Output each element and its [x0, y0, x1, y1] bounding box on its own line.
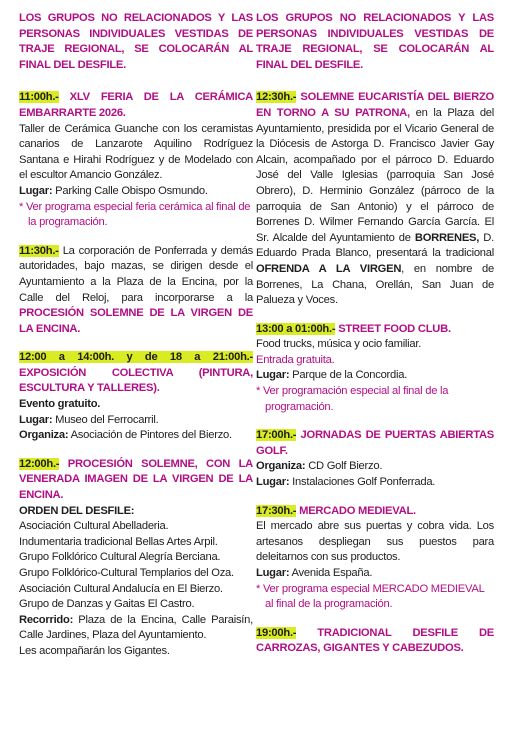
- place-value: Avenida España.: [289, 567, 373, 579]
- route-label: Recorrido:: [19, 613, 74, 626]
- event-title: XLV FERIA DE LA CERÁMICA EMBARRARTE 2026.: [19, 91, 253, 119]
- event-time: 11:00h.-: [19, 91, 59, 104]
- place-value: Parking Calle Obispo Osmundo.: [52, 184, 208, 197]
- place-value: Instalaciones Golf Ponferrada.: [289, 476, 436, 489]
- parade-group: Asociación Cultural Abelladeria.: [19, 520, 169, 533]
- place-label: Lugar:: [19, 184, 53, 197]
- event-title: STREET FOOD CLUB.: [335, 322, 451, 335]
- place-label: Lugar:: [19, 413, 53, 426]
- place-label: Lugar:: [256, 567, 290, 579]
- place-label: Lugar:: [256, 369, 290, 382]
- event-description: Taller de Cerámica Guanche con los ceramistas canarios de Lanzarote Aquilino Rodríguez Santana e Hirahi Rodríguez y de Modelado con el escultor Amancio González.: [19, 122, 253, 182]
- event-street-food: [256, 322, 494, 416]
- event-description: La corporación de Ponferrada y demás autoridades, bajo mazas, se dirigen desde el Ayuntamiento a la Plaza de la Encina, por la Calle del Reloj, para incorporarse a la: [19, 244, 253, 304]
- event-ceramic-fair: [19, 90, 253, 230]
- event-description: Food trucks, música y ocio familiar.: [256, 338, 422, 351]
- event-emphasis: PROCESIÓN SOLEMNE DE LA VIRGEN DE LA ENCINA.: [19, 307, 253, 335]
- town-name: BORRENES,: [414, 231, 480, 244]
- event-corporation: [19, 244, 253, 338]
- event-eucharist: [256, 90, 494, 308]
- parade-group: Indumentaria tradicional Bellas Artes Arpil.: [19, 535, 218, 548]
- event-medieval-market: [256, 504, 494, 613]
- place-value: Parque de la Concordia.: [289, 369, 408, 382]
- event-time: 11:30h.-: [19, 244, 59, 257]
- event-time: 13:00 a 01:00h.-: [256, 322, 336, 335]
- right-column: [256, 11, 494, 670]
- event-float-parade: [256, 626, 494, 657]
- event-time: 17:30h.-: [256, 504, 297, 517]
- program-note: * Ver programa especial feria cerámica al final de la programación.: [19, 200, 251, 229]
- free-entry-label: Entrada gratuita.: [256, 353, 335, 366]
- intro-note: LOS GRUPOS NO RELACIONADOS Y LAS PERSONAS INDIVIDUALES VESTIDAS DE TRAJE REGIONAL, SE COLOCARÁN AL FINAL DEL DESFILE.: [256, 12, 494, 71]
- event-description-cont: D. Eduardo Prada Blanco, presentará la tradicional: [256, 231, 494, 260]
- event-exhibition: [19, 350, 253, 444]
- place-label: Lugar:: [256, 476, 290, 489]
- organizer-label: Organiza:: [256, 460, 306, 473]
- organizer-value: Asociación de Pintores del Bierzo.: [68, 429, 232, 442]
- place-value: Museo del Ferrocarril.: [52, 413, 159, 426]
- left-column: [19, 11, 253, 673]
- program-note: * Ver programación especial al final de la programación.: [256, 385, 449, 413]
- event-description-end: , en nombre de Borrenes, La Chana, Orellán, San Juan de Palueza y Voces.: [256, 262, 494, 307]
- event-time: 17:00h.-: [256, 429, 297, 442]
- event-description: El mercado abre sus puertas y cobra vida. Los artesanos despliegan sus puestos para deleitarnos con sus productos.: [256, 520, 494, 564]
- event-title: JORNADAS DE PUERTAS ABIERTAS GOLF.: [256, 429, 494, 457]
- event-description: en la Plaza del Ayuntamiento, presidida por el Vicario General de la Diócesis de Astorga D. Francisco Javier Gay Alcain, acompañado por el párroco D. Eduardo José del Valle Iglesias (parroquia San José Obrero), D. Herminio González (párroco de la parroquia de San Antonio) y el párroco de Borrenes D. Wilmer Fernando García García. El Sr. Alcalde del Ayuntamiento de: [256, 106, 494, 244]
- parade-group: Asociación Cultural Andalucía en El Bierzo.: [19, 582, 223, 595]
- event-time: 12:00h.-: [19, 457, 60, 470]
- organizer-label: Organiza:: [19, 429, 69, 442]
- event-time: 19:00h.-: [256, 626, 297, 639]
- offering-name: OFRENDA A LA VIRGEN: [256, 262, 402, 275]
- parade-group: Grupo Folklórico Cultural Alegría Berciana.: [19, 551, 221, 564]
- event-title: TRADICIONAL DESFILE DE CARROZAS, GIGANTES Y CABEZUDOS.: [256, 626, 494, 655]
- parade-group: Grupo Folklórico-Cultural Templarios del Oza.: [19, 567, 234, 579]
- event-procession: [19, 457, 253, 660]
- route-value: Plaza de la Encina, Calle Paraisín, Calle Jardines, Plaza del Ayuntamiento.: [19, 613, 253, 642]
- program-note: * Ver programa especial MERCADO MEDIEVAL al final de la programación.: [256, 582, 485, 611]
- event-title: SOLEMNE EUCARISTÍA DEL BIERZO EN TORNO A SU PATRONA,: [256, 91, 494, 119]
- event-time: 12:00 a 14:00h. y de 18 a 21:00h.-: [19, 351, 253, 364]
- event-golf: [256, 428, 494, 490]
- event-title: PROCESIÓN SOLEMNE, CON LA VENERADA IMAGEN DE LA VIRGEN DE LA ENCINA.: [19, 457, 253, 502]
- event-title: MERCADO MEDIEVAL.: [296, 504, 416, 517]
- parade-group: Grupo de Danzas y Gaitas El Castro.: [19, 598, 195, 611]
- parade-order-title: ORDEN DEL DESFILE:: [19, 504, 135, 517]
- free-event-label: Evento gratuito.: [19, 398, 101, 411]
- event-time: 12:30h.-: [256, 91, 297, 104]
- intro-note: LOS GRUPOS NO RELACIONADOS Y LAS PERSONAS INDIVIDUALES VESTIDAS DE TRAJE REGIONAL, SE COLOCARÁN AL FINAL DEL DESFILE.: [19, 12, 253, 71]
- organizer-value: CD Golf Bierzo.: [305, 460, 383, 473]
- event-title: EXPOSICIÓN COLECTIVA (PINTURA, ESCULTURA Y TALLERES).: [19, 366, 253, 395]
- giants-note: Les acompañarán los Gigantes.: [19, 644, 170, 657]
